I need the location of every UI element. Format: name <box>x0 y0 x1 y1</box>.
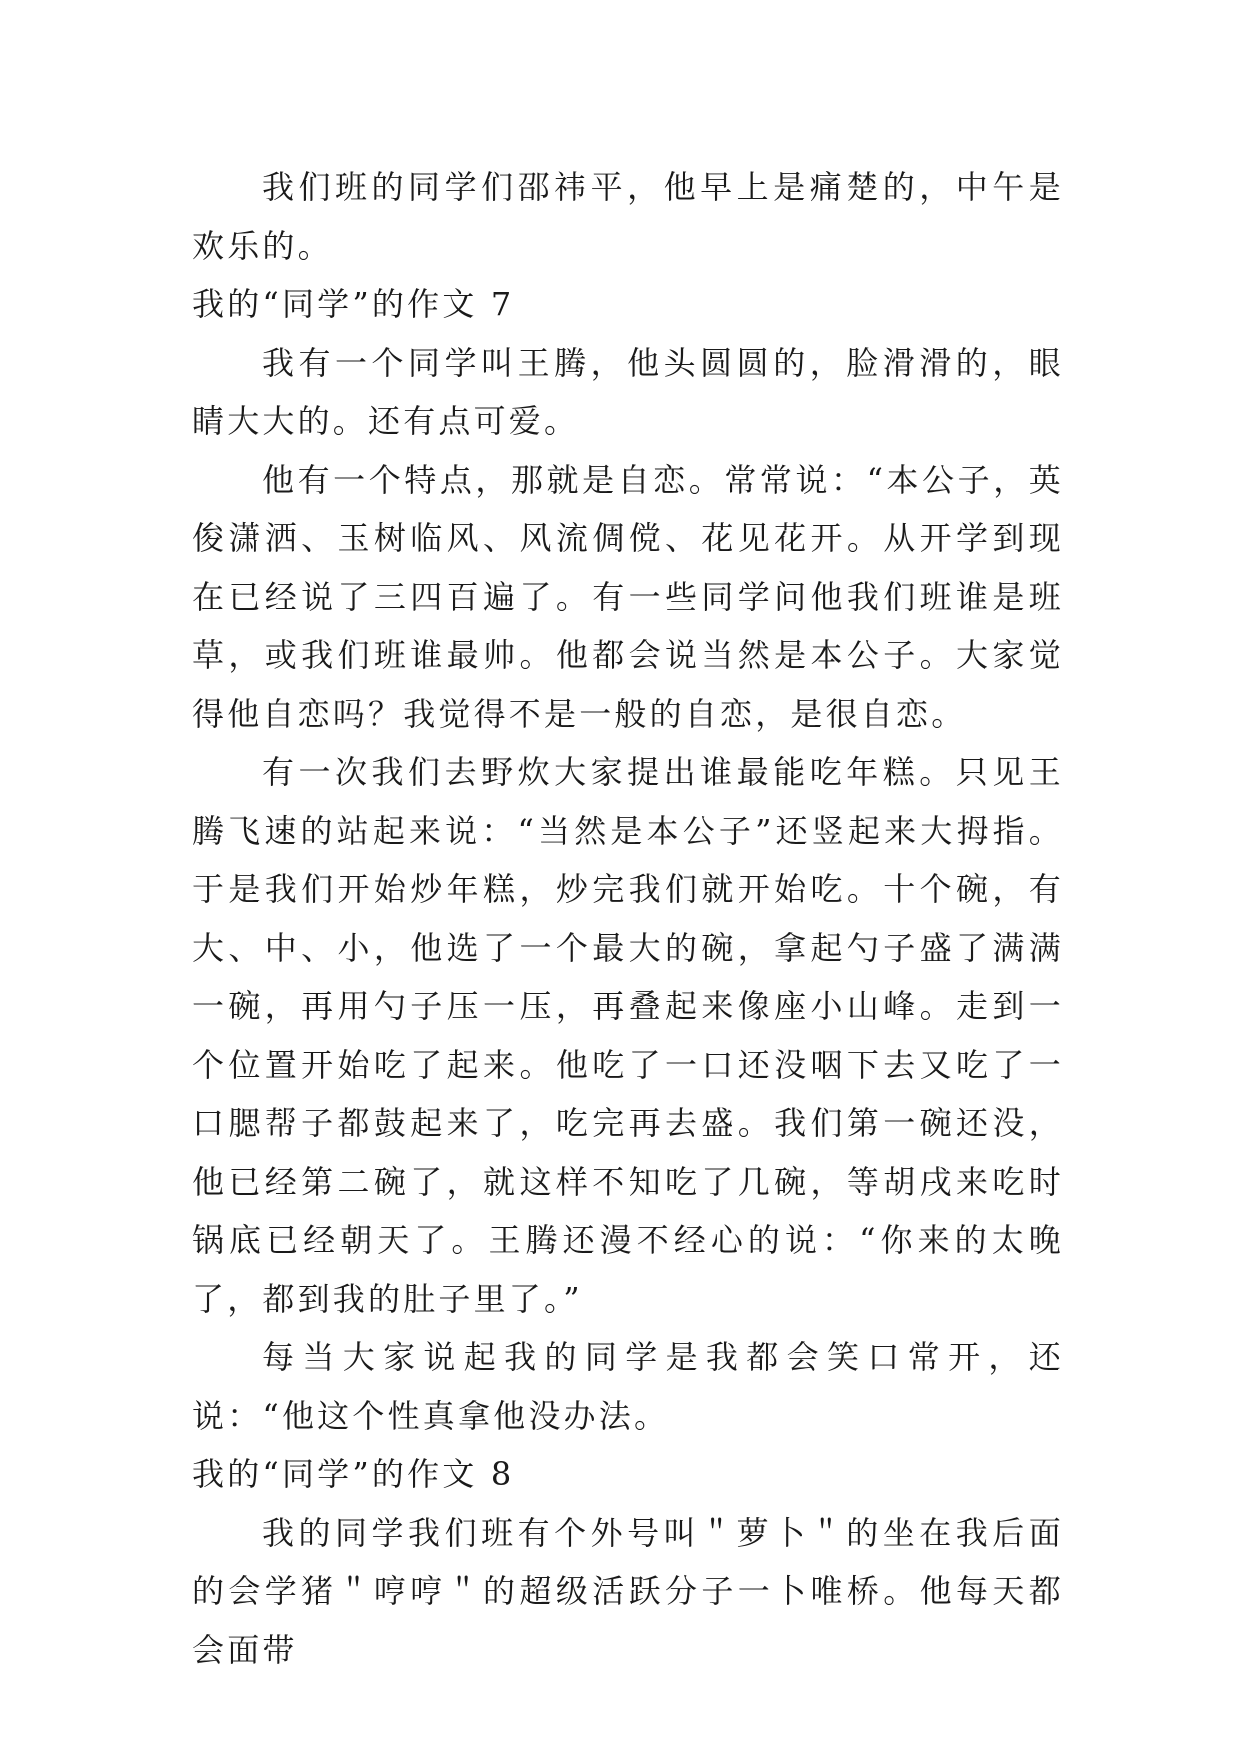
paragraph: 我们班的同学们邵祎平，他早上是痛楚的，中午是欢乐的。 <box>192 168 1064 265</box>
paragraph: 我有一个同学叫王腾，他头圆圆的，脸滑滑的，眼睛大大的。还有点可爱。 <box>192 343 1064 440</box>
section-heading: 我的“同学”的作文 7 <box>192 285 515 323</box>
document-body <box>192 158 1064 1679</box>
paragraph: 每当大家说起我的同学是我都会笑口常开，还说：“他这个性真拿他没办法。 <box>192 1338 1064 1435</box>
paragraph: 有一次我们去野炊大家提出谁最能吃年糕。只见王腾飞速的站起来说：“当然是本公子”还竖起来大拇指。于是我们开始炒年糕，炒完我们就开始吃。十个碗，有大、中、小，他选了一个最大的碗，拿起勺子盛了满满一碗，再用勺子压一压，再叠起来像座小山峰。走到一个位置开始吃了起来。他吃了一口还没咽下去又吃了一口腮帮子都鼓起来了，吃完再去盛。我们第一碗还没，他已经第二碗了，就这样不知吃了几碗，等胡戌来吃时锅底已经朝天了。王腾还漫不经心的说：“你来的太晚了，都到我的肚子里了。” <box>192 753 1064 1318</box>
section-heading: 我的“同学”的作文 8 <box>192 1455 515 1493</box>
paragraph: 他有一个特点，那就是自恋。常常说：“本公子，英俊潇洒、玉树临风、风流倜傥、花见花开。从开学到现在已经说了三四百遍了。有一些同学问他我们班谁是班草，或我们班谁最帅。他都会说当然是本公子。大家觉得他自恋吗？我觉得不是一般的自恋，是很自恋。 <box>192 460 1064 733</box>
paragraph: 我的同学我们班有个外号叫＂萝卜＂的坐在我后面的会学猪＂哼哼＂的超级活跃分子一卜唯桥。他每天都会面带 <box>192 1513 1064 1669</box>
